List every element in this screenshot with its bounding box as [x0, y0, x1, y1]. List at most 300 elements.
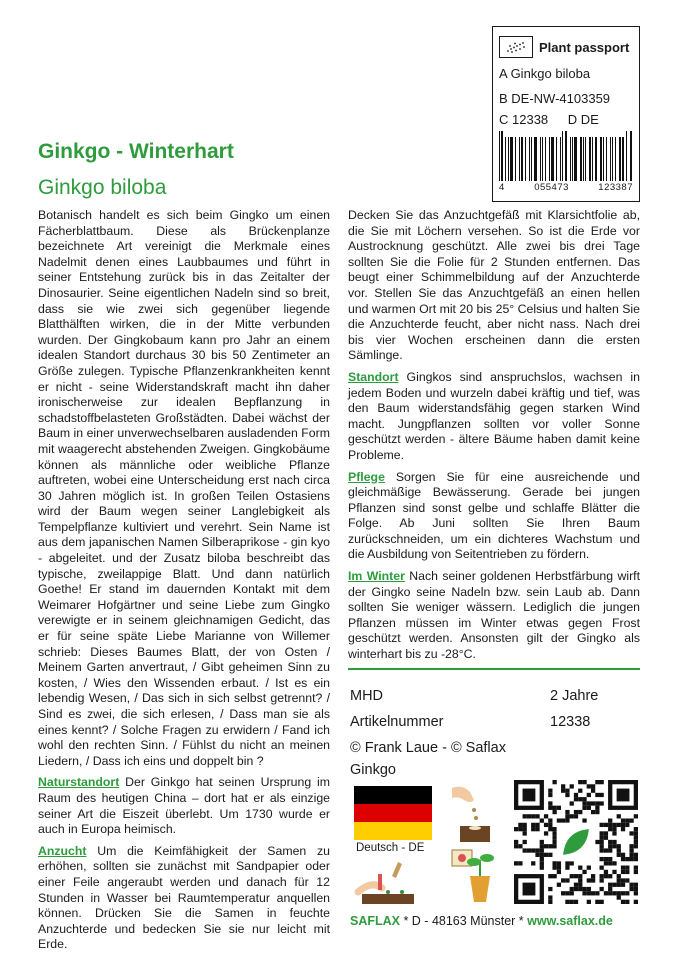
qr-module: [604, 836, 608, 840]
qr-module: [523, 827, 527, 831]
qr-module: [578, 866, 582, 870]
qr-module: [523, 831, 527, 835]
qr-module: [574, 797, 578, 801]
qr-module: [625, 870, 629, 874]
anzucht-text: Um die Keimfähigkeit der Samen zu erhöhen, sollten sie zunächst mit Sandpapier oder einer Feile angeraubt werden und danach für 12 Stunden in Wasser bei Raumtemperatur anquellen können. Drücken Sie die Samen in feuchte Anzuchterde und bedecken Sie sie nur leicht mit Erde.: [38, 843, 330, 952]
intro-paragraph: Botanisch handelt es sich beim Gingko um einen Fächerblattbaum. Diese als Brückenplanze bezeichnete Art vereinigt die Merkmale eines Nadelmit denen eines Laubbaumes und führt in seiner Entstehung zurück bis in das Zeitalter der Dinosaurier. Seine eigentlichen Nadeln sind so breit, dass sie wie zwei sich gegenüber liegende Blatthälften wirken, die in der Mitte verbunden wurden. Der Gingkobaum kann pro Jahr an einem idealen Standort durchaus 30 bis 50 Zentimeter an Größe zulegen. Typische Pflanzenkrankheiten kennt er nicht - seine Widerstandskraft macht ihn daher ironischerweise zur idealen Bepflanzung in schadstoffbelasteten Großstädten. Dabei wächst der Baum in einer unverwechselbaren ausladenden Form mit waagerecht abstehenden Zweigen. Gingkobäume können als männliche oder weibliche Pflanze auftreten, wobei eine Unterscheidung erst nach circa 30 Jahren möglich ist. In großen Teilen Ostasiens wird der Baum wegen seiner Langlebigkeit als Tempelpflanze kultiviert und verehrt. Sein Name ist aus dem japanischen Namen Silberaprikose - gin kyo - abgeleitet. und der Zusatz biloba beschreibt das typische, zweilappige Blatt. Und dann natürlich Goethe! Er stand im dauernden Kontakt mit dem Weimarer Hofgärtner und seine Liebe zum Gingko verewigte er in seinem gleichnamigen Gedicht, das er für seine späte Liebe Marianne von Willemer schrieb: Dieses Baumes Blatt, der von Osten / Meinem Garten anvertraut, / Gibt geheimen Sinn zu kosten, / Wies den Wissenden erbaut. / Ist es ein lebendig Wesen, / Das sich in sich selbst getrennt? / Sind es zwei, die sich erlesen, / Dass man sie als eines kennt? / Solche Fragen zu erwidern / Fand ich wohl den rechten Sinn. / Fühlst du nicht an meinen Liedern, / Dass ich eins und doppelt bin ?: [38, 208, 330, 768]
barcode-bar: [585, 137, 586, 181]
qr-module: [617, 844, 621, 848]
qr-module: [578, 878, 582, 882]
barcode-bar: [619, 137, 621, 181]
qr-module: [582, 806, 586, 810]
barcode-bar: [606, 137, 607, 181]
qr-module: [544, 814, 548, 818]
qr-module: [582, 797, 586, 801]
qr-module: [617, 853, 621, 857]
qr-module: [595, 891, 599, 895]
qr-module: [600, 840, 604, 844]
qr-module: [591, 789, 595, 793]
qr-module: [595, 780, 599, 784]
botanical-name: Ginkgo biloba: [38, 176, 167, 199]
qr-module: [540, 840, 544, 844]
barcode-bar: [574, 137, 577, 181]
qr-module: [604, 870, 608, 874]
winter-paragraph: [348, 569, 640, 663]
qr-module: [608, 891, 612, 895]
pflege-paragraph: [348, 470, 640, 564]
qr-module: [518, 861, 522, 865]
barcode-bar: [531, 137, 533, 181]
qr-module: [587, 891, 591, 895]
qr-module: [600, 844, 604, 848]
germany-flag-icon: [354, 786, 432, 840]
barcode-bar: [630, 131, 632, 181]
qr-module: [565, 818, 569, 822]
barcode-left-digit: 4: [499, 182, 505, 193]
qr-module: [629, 848, 633, 852]
qr-module: [625, 891, 629, 895]
qr-module: [617, 823, 621, 827]
qr-module: [523, 823, 527, 827]
qr-module: [634, 831, 638, 835]
qr-module: [612, 891, 616, 895]
barcode-bar: [595, 137, 597, 181]
qr-module: [578, 810, 582, 814]
qr-module: [544, 844, 548, 848]
qr-module: [582, 870, 586, 874]
qr-module: [612, 861, 616, 865]
barcode-bar: [560, 137, 561, 181]
qr-module: [587, 887, 591, 891]
barcode-bar: [610, 137, 612, 181]
qr-module: [625, 900, 629, 904]
qr-module: [582, 887, 586, 891]
barcode-bar: [508, 137, 509, 181]
standort-text: Gingkos sind anspruchslos, wachsen in jedem Boden und wurzeln dabei kräftig und tief, was den Baum widerstandsfähig gegen starken Wind macht. Jungpflanzen sollten vor voller Sonne geschützt werden - ältere Bäume haben damit keine Probleme.: [348, 369, 640, 462]
qr-module: [578, 780, 582, 784]
barcode-mid-digits: 055473: [534, 182, 569, 193]
qr-module: [531, 823, 535, 827]
qr-module: [548, 801, 552, 805]
qr-module: [544, 853, 548, 857]
barcode-bar: [549, 137, 550, 181]
left-column: [38, 208, 330, 959]
qr-module: [608, 827, 612, 831]
qr-module: [621, 827, 625, 831]
qr-module: [570, 874, 574, 878]
brand-name: SAFLAX: [350, 914, 400, 928]
qr-module: [548, 895, 552, 899]
eu-organic-leaf-icon: [499, 36, 533, 58]
standort-label: Standort: [348, 369, 399, 384]
qr-module: [634, 887, 638, 891]
qr-module: [600, 793, 604, 797]
qr-module: [604, 874, 608, 878]
plant-passport-header: [493, 27, 639, 63]
qr-module: [578, 797, 582, 801]
qr-module: [612, 840, 616, 844]
mhd-label: MHD: [350, 688, 384, 704]
qr-module: [540, 848, 544, 852]
qr-module: [514, 861, 518, 865]
qr-module: [557, 870, 561, 874]
qr-module: [548, 874, 552, 878]
barcode-bar: [534, 137, 537, 181]
qr-module: [523, 814, 527, 818]
qr-module: [578, 883, 582, 887]
qr-module: [552, 810, 556, 814]
qr-module: [621, 866, 625, 870]
qr-module: [552, 831, 556, 835]
qr-module: [629, 844, 633, 848]
qr-module: [587, 793, 591, 797]
qr-module: [604, 823, 608, 827]
qr-module: [595, 810, 599, 814]
qr-module: [578, 887, 582, 891]
barcode-right-digits: 123387: [598, 182, 633, 193]
qr-module: [540, 844, 544, 848]
qr-module: [544, 823, 548, 827]
qr-module: [557, 806, 561, 810]
qr-module: [617, 874, 621, 878]
qr-module: [612, 870, 616, 874]
qr-module: [548, 818, 552, 822]
qr-module: [561, 818, 565, 822]
anzucht-label: Anzucht: [38, 843, 87, 858]
plant-passport: [492, 26, 640, 202]
qr-module: [600, 887, 604, 891]
qr-module: [552, 866, 556, 870]
qr-module: [621, 900, 625, 904]
barcode-bar: [542, 137, 543, 181]
qr-module: [600, 848, 604, 852]
copyright: © Frank Laue - © Saflax: [350, 740, 506, 756]
barcode-bar: [612, 137, 613, 181]
qr-module: [548, 887, 552, 891]
qr-module: [621, 878, 625, 882]
qr-module: [612, 827, 616, 831]
barcode-bar: [510, 137, 513, 181]
qr-module: [591, 784, 595, 788]
qr-module: [600, 823, 604, 827]
barcode-bar: [626, 131, 627, 181]
passport-line-a: A Ginkgo biloba: [499, 66, 591, 81]
qr-finder-module: [523, 789, 536, 802]
section-divider: [348, 668, 640, 670]
barcode-bar: [589, 137, 591, 181]
qr-module: [604, 831, 608, 835]
qr-module: [540, 861, 544, 865]
qr-module: [604, 848, 608, 852]
qr-module: [523, 848, 527, 852]
qr-module: [625, 823, 629, 827]
qr-module: [591, 878, 595, 882]
page-title: Ginkgo - Winterhart: [38, 140, 234, 163]
qr-module: [634, 883, 638, 887]
qr-module: [587, 900, 591, 904]
barcode-numbers: [499, 182, 633, 193]
naturstandort-text: Der Ginkgo hat seinen Ursprung im Raum des heutigen China – dort hat er als einzige seiner Art die Eiszeit überlebt. Um 1730 wurde er auch in Europa heimisch.: [38, 775, 330, 837]
qr-module: [570, 784, 574, 788]
qr-module: [595, 801, 599, 805]
qr-module: [518, 827, 522, 831]
qr-module: [595, 793, 599, 797]
qr-module: [570, 861, 574, 865]
qr-module: [514, 827, 518, 831]
qr-module: [617, 878, 621, 882]
qr-module: [578, 789, 582, 793]
barcode-bar: [603, 137, 604, 181]
qr-module: [582, 891, 586, 895]
qr-module: [617, 895, 621, 899]
qr-module: [608, 874, 612, 878]
qr-module: [557, 818, 561, 822]
qr-module: [587, 806, 591, 810]
qr-module: [582, 818, 586, 822]
qr-module: [540, 853, 544, 857]
qr-module: [574, 793, 578, 797]
barcode-bar: [600, 137, 603, 181]
barcode-bar: [515, 137, 516, 181]
qr-module: [600, 874, 604, 878]
qr-module: [608, 818, 612, 822]
language-label: Deutsch - DE: [356, 842, 425, 854]
qr-module: [629, 818, 633, 822]
naturstandort-label: Naturstandort: [38, 775, 120, 790]
qr-module: [600, 878, 604, 882]
qr-module: [574, 810, 578, 814]
plant-passport-title: Plant passport: [539, 39, 630, 55]
qr-module: [612, 823, 616, 827]
qr-module: [561, 878, 565, 882]
anzucht-continued-paragraph: Decken Sie das Anzuchtgefäß mit Klarsichtfolie ab, die Sie mit Löchern versehen. So ist die Erde vor Austrocknung geschützt. Alle zwei bis drei Tage sollten Sie die Folie für 2 Stunden entfernen. Das beugt einer Schimmelbildung auf der Anzuchterde vor. Stellen Sie das Anzuchtgefäß an einen hellen und warmen Ort mit 20 bis 25° Celsius und halten Sie die Anzuchterde feucht, aber nicht nass. Nach drei bis vier Wochen erscheinen dann die ersten Sämlinge.: [348, 208, 640, 363]
qr-module: [531, 848, 535, 852]
qr-module: [621, 823, 625, 827]
qr-module: [574, 887, 578, 891]
qr-module: [608, 857, 612, 861]
qr-module: [570, 801, 574, 805]
qr-module: [625, 857, 629, 861]
qr-module: [600, 857, 604, 861]
barcode-bars: [499, 131, 633, 181]
product-name: Ginkgo: [350, 762, 396, 778]
barcode-bar: [521, 137, 523, 181]
qr-module: [587, 801, 591, 805]
qr-module: [591, 874, 595, 878]
qr-module: [531, 861, 535, 865]
qr-module: [591, 801, 595, 805]
qr-module: [561, 891, 565, 895]
qr-module: [514, 844, 518, 848]
qr-module: [535, 814, 539, 818]
qr-module: [574, 900, 578, 904]
qr-module: [535, 823, 539, 827]
qr-module: [552, 836, 556, 840]
qr-module: [621, 857, 625, 861]
qr-module: [540, 866, 544, 870]
qr-module: [634, 814, 638, 818]
qr-module: [561, 784, 565, 788]
qr-module: [535, 853, 539, 857]
qr-module: [600, 836, 604, 840]
qr-module: [621, 870, 625, 874]
qr-module: [570, 891, 574, 895]
barcode-bar: [505, 137, 506, 181]
barcode-bar: [583, 137, 584, 181]
qr-module: [514, 840, 518, 844]
pflege-label: Pflege: [348, 469, 385, 484]
qr-module: [527, 814, 531, 818]
qr-module: [595, 806, 599, 810]
passport-line-c: C 12338: [499, 112, 549, 127]
qr-module: [608, 823, 612, 827]
qr-module: [634, 827, 638, 831]
qr-module: [578, 874, 582, 878]
qr-module: [552, 806, 556, 810]
qr-module: [634, 853, 638, 857]
qr-module: [634, 836, 638, 840]
barcode-bar: [622, 137, 625, 181]
qr-module: [625, 818, 629, 822]
qr-module: [600, 866, 604, 870]
qr-module: [625, 878, 629, 882]
footer: [350, 914, 613, 928]
qr-module: [634, 840, 638, 844]
qr-module: [629, 883, 633, 887]
qr-module: [565, 814, 569, 818]
qr-module: [565, 789, 569, 793]
barcode-bar: [572, 137, 573, 181]
qr-module: [629, 831, 633, 835]
qr-module: [544, 831, 548, 835]
passport-line-b: B DE-NW-4103359: [499, 91, 611, 106]
barcode-bar: [519, 137, 521, 181]
pflege-text: Sorgen Sie für eine ausreichende und gleichmäßige Bewässerung. Gerade bei jungen Pflanzen sind sonst gelbe und schlaffe Blätter die Folge. Ab Juni sollten Sie Ihren Baum zurückschneiden, um ein dichteres Wachstum und die Ausbildung von Seitentrieben zu fördern.: [348, 469, 640, 562]
sowing-hand-icon: [440, 780, 506, 846]
qr-module: [608, 887, 612, 891]
qr-module: [600, 900, 604, 904]
qr-module: [552, 874, 556, 878]
passport-line-cd: [493, 109, 639, 130]
qr-module: [608, 861, 612, 865]
qr-module: [587, 866, 591, 870]
qr-module: [634, 844, 638, 848]
seed-tray-icon: [352, 852, 420, 906]
barcode-bar: [499, 131, 500, 181]
qr-module: [634, 900, 638, 904]
qr-module: [595, 840, 599, 844]
qr-module: [527, 848, 531, 852]
qr-module: [570, 900, 574, 904]
barcode-bar: [565, 131, 567, 181]
qr-module: [587, 784, 591, 788]
qr-finder-module: [523, 883, 536, 896]
barcode-bar: [551, 137, 554, 181]
qr-module: [621, 818, 625, 822]
qr-module: [552, 844, 556, 848]
standort-paragraph: [348, 370, 640, 464]
qr-module: [600, 801, 604, 805]
qr-module: [591, 891, 595, 895]
qr-module: [600, 831, 604, 835]
qr-module: [617, 814, 621, 818]
qr-module: [548, 853, 552, 857]
qr-module: [608, 844, 612, 848]
qr-module: [565, 900, 569, 904]
qr-module: [518, 844, 522, 848]
barcode-bar: [592, 137, 593, 181]
qr-module: [621, 883, 625, 887]
qr-module: [535, 827, 539, 831]
qr-module: [565, 810, 569, 814]
qr-module: [535, 848, 539, 852]
qr-module: [531, 827, 535, 831]
qr-module: [574, 883, 578, 887]
barcode-bar: [556, 137, 558, 181]
qr-module: [612, 844, 616, 848]
sun-seedling-icon: [446, 846, 510, 908]
qr-module: [557, 883, 561, 887]
qr-module: [552, 840, 556, 844]
qr-module: [565, 866, 569, 870]
right-column: [348, 208, 640, 669]
qr-module: [540, 818, 544, 822]
qr-module: [570, 887, 574, 891]
qr-module: [608, 840, 612, 844]
qr-module: [604, 891, 608, 895]
qr-module: [634, 870, 638, 874]
qr-module: [552, 827, 556, 831]
qr-module: [604, 861, 608, 865]
qr-module: [617, 883, 621, 887]
qr-module: [548, 844, 552, 848]
qr-module: [608, 883, 612, 887]
qr-module: [574, 814, 578, 818]
brand-address: * D - 48163 Münster *: [400, 914, 528, 928]
anzucht-paragraph: [38, 844, 330, 953]
qr-module: [634, 866, 638, 870]
qr-module: [557, 866, 561, 870]
qr-module: [531, 814, 535, 818]
barcode-bar: [545, 137, 547, 181]
qr-module: [565, 861, 569, 865]
qr-module: [548, 806, 552, 810]
qr-module: [625, 866, 629, 870]
qr-module: [587, 878, 591, 882]
qr-module: [548, 789, 552, 793]
qr-module: [548, 827, 552, 831]
qr-module: [617, 848, 621, 852]
barcode-bar: [540, 137, 541, 181]
barcode-bar: [529, 137, 530, 181]
qr-module: [557, 861, 561, 865]
qr-module: [612, 831, 616, 835]
mhd-value: 2 Jahre: [550, 688, 599, 704]
qr-module: [565, 878, 569, 882]
qr-module: [612, 883, 616, 887]
qr-module: [634, 891, 638, 895]
barcode-bar: [615, 137, 616, 181]
qr-module: [608, 848, 612, 852]
qr-module: [591, 810, 595, 814]
qr-module: [552, 861, 556, 865]
qr-module: [604, 857, 608, 861]
barcode-bar: [580, 137, 582, 181]
qr-module: [582, 780, 586, 784]
qr-module: [518, 823, 522, 827]
barcode-bar: [501, 131, 503, 181]
website-link[interactable]: www.saflax.de: [527, 914, 613, 928]
